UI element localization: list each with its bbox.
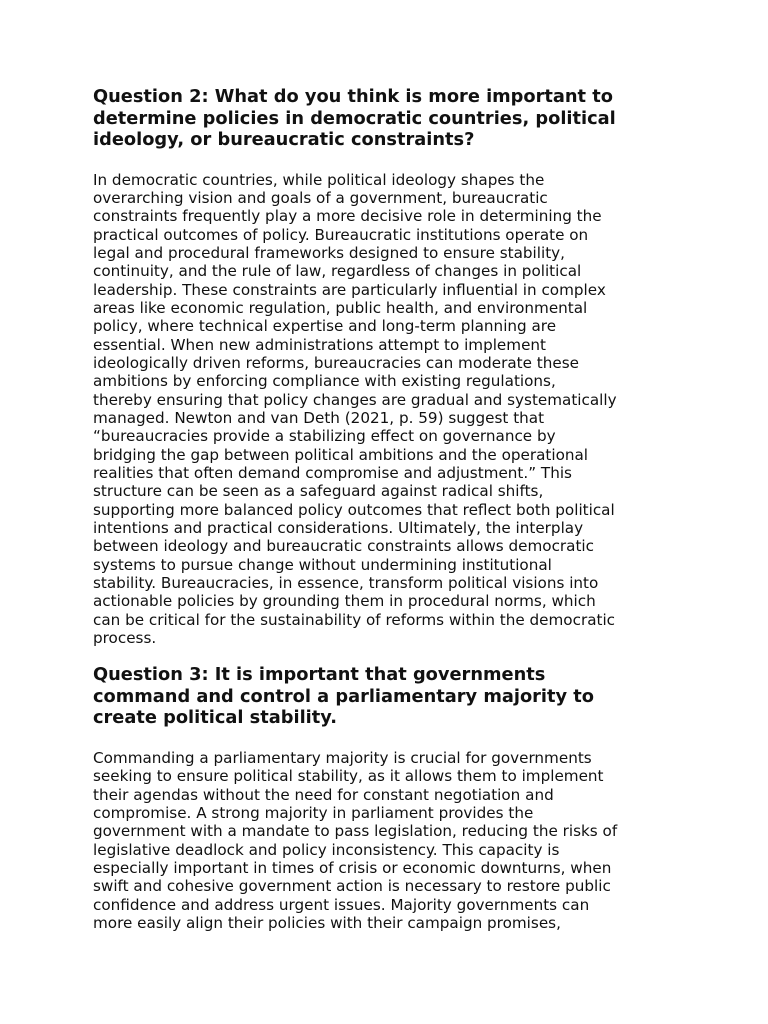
question-3-heading: [93, 664, 683, 729]
text-line: systems to pursue change without undermining institutional: [93, 555, 552, 574]
text-line: continuity, and the rule of law, regardless of changes in political: [93, 262, 582, 281]
text-line: bridging the gap between political ambitions and the operational: [93, 445, 589, 464]
heading-line: determine policies in democratic countries, political: [93, 107, 616, 129]
question-2-answer: [93, 171, 683, 648]
text-line: legislative deadlock and policy inconsistency. This capacity is: [93, 840, 560, 859]
text-line: confidence and address urgent issues. Majority governments can: [93, 895, 590, 914]
text-line: seeking to ensure political stability, as it allows them to implement: [93, 767, 604, 786]
text-line: constraints frequently play a more decisive role in determining the: [93, 207, 602, 226]
text-line: stability. Bureaucracies, in essence, transform political visions into: [93, 574, 599, 593]
question-2-heading: [93, 86, 683, 151]
text-line: actionable policies by grounding them in procedural norms, which: [93, 592, 596, 611]
heading-line: Question 2: What do you think is more important to: [93, 86, 613, 107]
text-line: ideologically driven reforms, bureaucracies can moderate these: [93, 353, 579, 372]
text-line: government with a mandate to pass legislation, reducing the risks of: [93, 822, 618, 841]
text-line: process.: [93, 629, 157, 648]
text-line: “bureaucracies provide a stabilizing effect on governance by: [93, 427, 556, 446]
text-line: In democratic countries, while political ideology shapes the: [93, 170, 545, 189]
text-line: Commanding a parliamentary majority is crucial for governments: [93, 748, 592, 767]
text-line: compromise. A strong majority in parliament provides the: [93, 803, 534, 822]
heading-line: command and control a parliamentary majority to: [93, 685, 595, 707]
text-line: realities that often demand compromise and adjustment.” This: [93, 464, 572, 482]
text-line: ambitions by enforcing compliance with existing regulations,: [93, 372, 556, 391]
text-line: especially important in times of crisis or economic downturns, when: [93, 859, 612, 877]
question-3-answer: [93, 749, 683, 932]
text-line: between ideology and bureaucratic constraints allows democratic: [93, 537, 594, 556]
text-line: leadership. These constraints are particularly influential in complex: [93, 280, 606, 299]
heading-line: ideology, or bureaucratic constraints?: [93, 129, 475, 150]
document-page: [93, 86, 683, 932]
text-line: structure can be seen as a safeguard against radical shifts,: [93, 482, 544, 501]
text-line: their agendas without the need for constant negotiation and: [93, 785, 554, 804]
text-line: managed. Newton and van Deth (2021, p. 59) suggest that: [93, 408, 545, 427]
heading-line: create political stability.: [93, 707, 337, 729]
text-line: intentions and practical considerations. Ultimately, the interplay: [93, 519, 584, 538]
text-line: areas like economic regulation, public health, and environmental: [93, 298, 588, 317]
text-line: practical outcomes of policy. Bureaucratic institutions operate on: [93, 225, 589, 244]
text-line: overarching vision and goals of a government, bureaucratic: [93, 188, 548, 207]
text-line: swift and cohesive government action is necessary to restore public: [93, 877, 611, 896]
text-line: more easily align their policies with their campaign promises,: [93, 914, 561, 933]
text-line: can be critical for the sustainability of reforms within the democratic: [93, 610, 616, 629]
heading-line: Question 3: It is important that governments: [93, 664, 546, 686]
text-line: thereby ensuring that policy changes are gradual and systematically: [93, 390, 617, 409]
text-line: legal and procedural frameworks designed to ensure stability,: [93, 243, 565, 262]
text-line: supporting more balanced policy outcomes that reflect both political: [93, 500, 615, 519]
text-line: essential. When new administrations attempt to implement: [93, 335, 546, 354]
text-line: policy, where technical expertise and long-term planning are: [93, 317, 557, 336]
